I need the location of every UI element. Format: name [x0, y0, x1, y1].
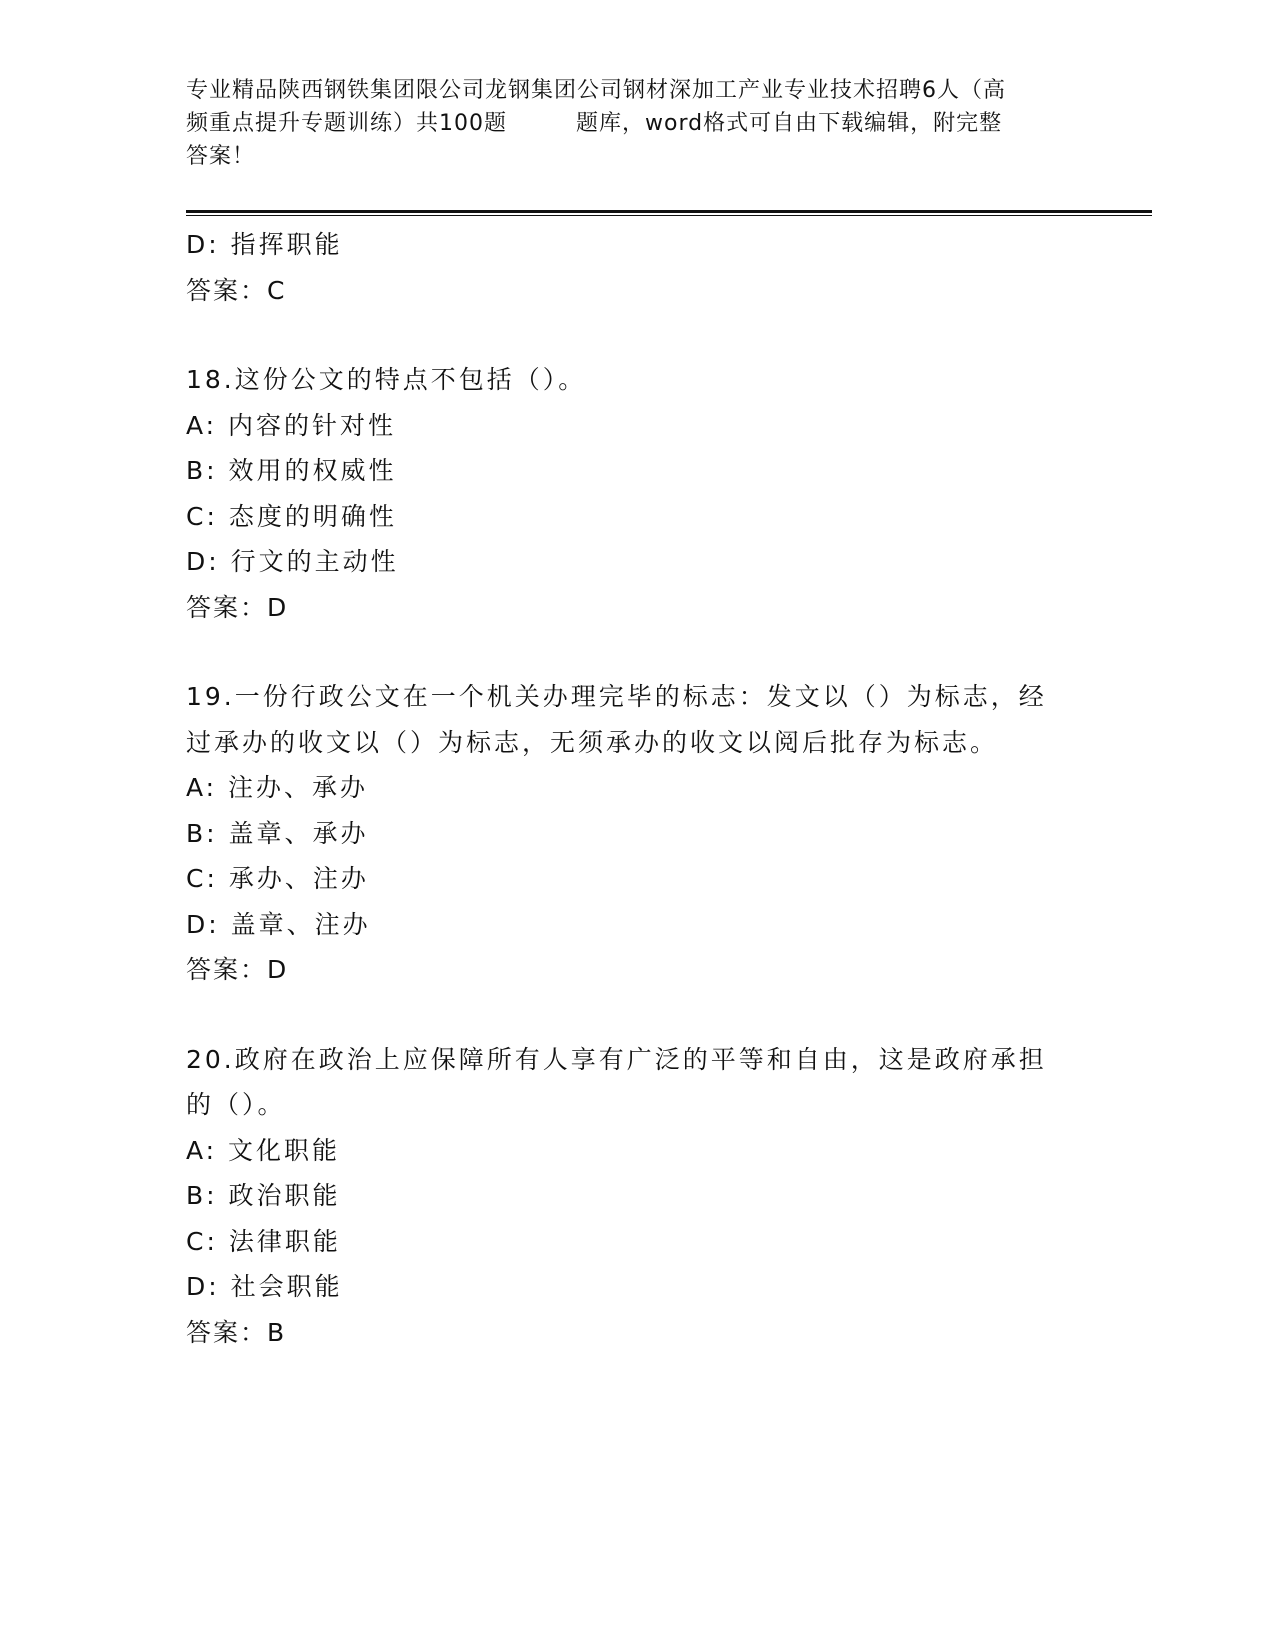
answer-line: 答案：D: [186, 955, 289, 984]
document-header: [186, 74, 1086, 173]
header-line: 专业精品陕西钢铁集团限公司龙钢集团公司钢材深加工产业专业技术招聘6人（高: [186, 78, 1006, 103]
question-list: [186, 222, 1086, 1355]
option-b: B: 效用的权威性: [186, 456, 397, 485]
option-c: C: 法律职能: [186, 1226, 341, 1256]
question-stem: 18.这份公文的特点不包括（）。: [186, 365, 587, 394]
option-b: B: 盖章、承办: [186, 818, 369, 848]
option-c: C: 承办、注办: [186, 864, 369, 893]
header-divider-thin: [186, 215, 1152, 216]
option-b: B: 政治职能: [186, 1181, 341, 1210]
answer-line: 答案：B: [186, 1317, 287, 1347]
previous-question-fragment: [186, 222, 1086, 313]
answer-line: 答案：C: [186, 275, 287, 305]
question-stem: 19.一份行政公文在一个机关办理完毕的标志：发文以（）为标志，经: [186, 682, 1047, 711]
question-18: [186, 357, 1086, 630]
header-divider-thick: [186, 210, 1152, 213]
option-c: C: 态度的明确性: [186, 501, 397, 531]
question-19: [186, 674, 1086, 993]
question-stem: 的（）。: [186, 1090, 286, 1119]
option-a: A: 内容的针对性: [186, 410, 397, 440]
option-d: D: 指挥职能: [186, 230, 343, 259]
header-line: 频重点提升专题训练）共100题 题库，word格式可自由下载编辑，附完整: [186, 111, 1003, 136]
header-line: 答案！: [186, 144, 256, 169]
option-a: A: 文化职能: [186, 1135, 341, 1165]
option-a: A: 注办、承办: [186, 773, 369, 802]
option-d: D: 盖章、注办: [186, 909, 371, 939]
question-stem: 20.政府在政治上应保障所有人享有广泛的平等和自由，这是政府承担: [186, 1044, 1047, 1074]
option-d: D: 行文的主动性: [186, 547, 399, 576]
question-stem: 过承办的收文以（）为标志，无须承办的收文以阅后批存为标志。: [186, 727, 999, 757]
option-d: D: 社会职能: [186, 1272, 343, 1301]
question-20: [186, 1037, 1086, 1356]
answer-line: 答案：D: [186, 592, 289, 622]
